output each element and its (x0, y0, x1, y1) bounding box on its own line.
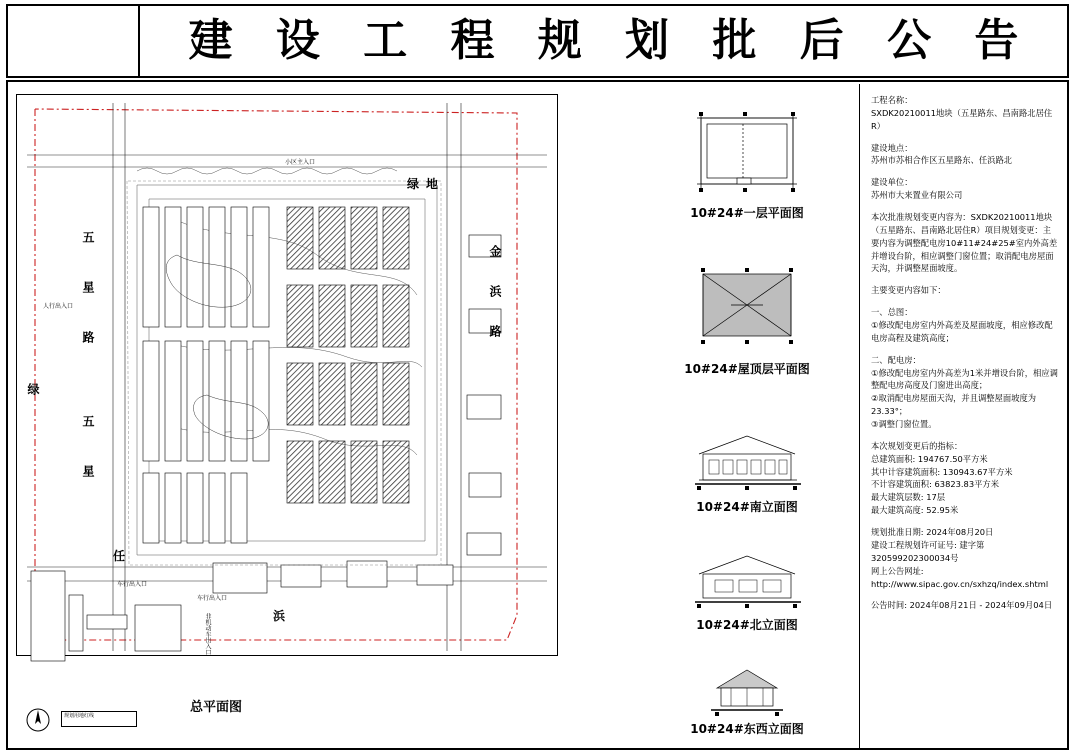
section2-item-1: ①修改配电房室内外高差为1米并增设台阶，相应调整配电房高度及门窗进出高度； (871, 367, 1058, 391)
metrics-title: 本次规划变更后的指标： (871, 440, 963, 451)
project-name-value: SXDK20210011地块（五星路东、昌南路北居住R） (871, 107, 1053, 131)
approval-paragraph: 本次批准规划变更内容为：SXDK20210011地块（五星路东、昌南路北居住R）项目规划变更：主要内容为调整配电房10#11#24#25#室内外高差并增设台阶，相应调整门窗位置；取消配电房屋面天沟，并调整屋面坡度。 (871, 212, 1058, 274)
road-label-lu: 路 (488, 325, 502, 344)
ew-elevation-svg (697, 654, 797, 716)
section2-item-2: ②取消配电房屋面天沟，并且调整屋面坡度为23.33°； (871, 393, 1037, 417)
road-label-wuxing-5: 星 (81, 465, 95, 484)
owner-value: 苏州市大来置业有限公司 (871, 190, 963, 201)
drawing-north-elevation (634, 536, 860, 633)
section2-title: 二、配电房： (871, 354, 921, 365)
road-label-wuxing-1: 五 (81, 231, 95, 250)
annotation-nonmotor-entrance: 非机动车出入口 (204, 613, 211, 655)
floor-plan-caption: 10#24#一层平面图 (690, 206, 804, 220)
drawing-column (634, 84, 860, 748)
road-label-ren: 任 (113, 549, 133, 563)
section1-title: 一、总图： (871, 307, 913, 318)
road-label-greenland: 绿地 (407, 177, 446, 191)
road-label-green-vert: 绿 (26, 383, 40, 402)
website-url[interactable]: http://www.sipac.gov.cn/sxhzq/index.shtml (871, 578, 1049, 589)
notice-period: 公告时间: 2024年08月21日 - 2024年09月04日 (871, 600, 1053, 611)
project-name-label: 工程名称： (871, 95, 913, 105)
legend-box (61, 711, 137, 727)
project-name-block (871, 94, 1058, 133)
north-elevation-caption: 10#24#北立面图 (696, 618, 798, 632)
north-arrow-icon (25, 707, 51, 733)
annotation-vehicle-entrance-2: 车行出入口 (197, 595, 228, 602)
metric-far-area: 其中计容建筑面积: 130943.67平方米 (871, 466, 1013, 477)
metric-max-floors: 最大建筑层数: 17层 (871, 492, 946, 503)
metric-total-area: 总建筑面积: 194767.50平方米 (871, 453, 988, 464)
address-block (871, 142, 1058, 168)
drawing-floor-plan (634, 108, 860, 221)
road-label-wuxing-2: 星 (81, 281, 95, 300)
north-elevation-svg (685, 536, 809, 612)
page-title: 建 设 工 程 规 划 批 后 公 告 (188, 15, 1033, 66)
floor-plan-svg (687, 108, 807, 200)
road-label-jin: 金 (488, 245, 502, 264)
roof-plan-svg (687, 264, 807, 356)
approval-date: 规划批准日期: 2024年08月20日 (871, 527, 994, 538)
section-substation (871, 354, 1058, 431)
address-value: 苏州市苏相合作区五星路东、任浜路北 (871, 155, 1013, 166)
address-label: 建设地点： (871, 142, 913, 153)
section2-item-3: ③调整门窗位置。 (871, 419, 937, 430)
website-label: 网上公告网址: (871, 565, 924, 576)
drawing-roof-plan (634, 264, 860, 377)
section1-item-1: ①修改配电房室内外高差及屋面坡度，相应修改配电房高程及建筑高度； (871, 320, 1053, 343)
metric-non-far-area: 不计容建筑面积: 63823.83平方米 (871, 479, 999, 490)
site-plan-caption: 总平面图 (190, 700, 243, 715)
road-label-bang: 浜 (488, 285, 502, 304)
annotation-pedestrian-entrance: 人行出入口 (43, 303, 74, 310)
legend-redline-label: 规划用地红线 (64, 713, 95, 719)
main-frame (6, 80, 1069, 750)
drawing-south-elevation (634, 414, 860, 515)
annotation-vehicle-entrance-1: 车行出入口 (117, 581, 148, 588)
title-banner (6, 4, 1069, 78)
owner-block (871, 176, 1058, 202)
metrics-block (871, 440, 1058, 517)
south-elevation-svg (685, 414, 809, 494)
south-elevation-caption: 10#24#南立面图 (696, 500, 798, 514)
site-plan-svg (17, 95, 557, 655)
annotation-main-entrance: 小区主入口 (285, 159, 316, 166)
road-label-wuxing-4: 五 (81, 415, 95, 434)
ew-elevation-caption: 10#24#东西立面图 (690, 722, 804, 736)
change-header: 主要变更内容如下： (871, 285, 946, 296)
owner-label: 建设单位： (871, 177, 913, 188)
road-label-bang2: 浜 (273, 609, 293, 623)
site-plan-panel (10, 84, 634, 748)
drawing-ew-elevation (634, 654, 860, 737)
section-general (871, 306, 1058, 345)
metric-max-height: 最大建筑高度: 52.95米 (871, 505, 959, 516)
permit-number: 建设工程规划许可证号: 建字第320599202300034号 (871, 539, 985, 563)
approval-meta-block (871, 526, 1058, 590)
title-banner-inner (138, 6, 1067, 76)
info-column (861, 84, 1067, 748)
roof-plan-caption: 10#24#屋顶层平面图 (684, 362, 810, 376)
road-label-wuxing-3: 路 (81, 331, 95, 350)
